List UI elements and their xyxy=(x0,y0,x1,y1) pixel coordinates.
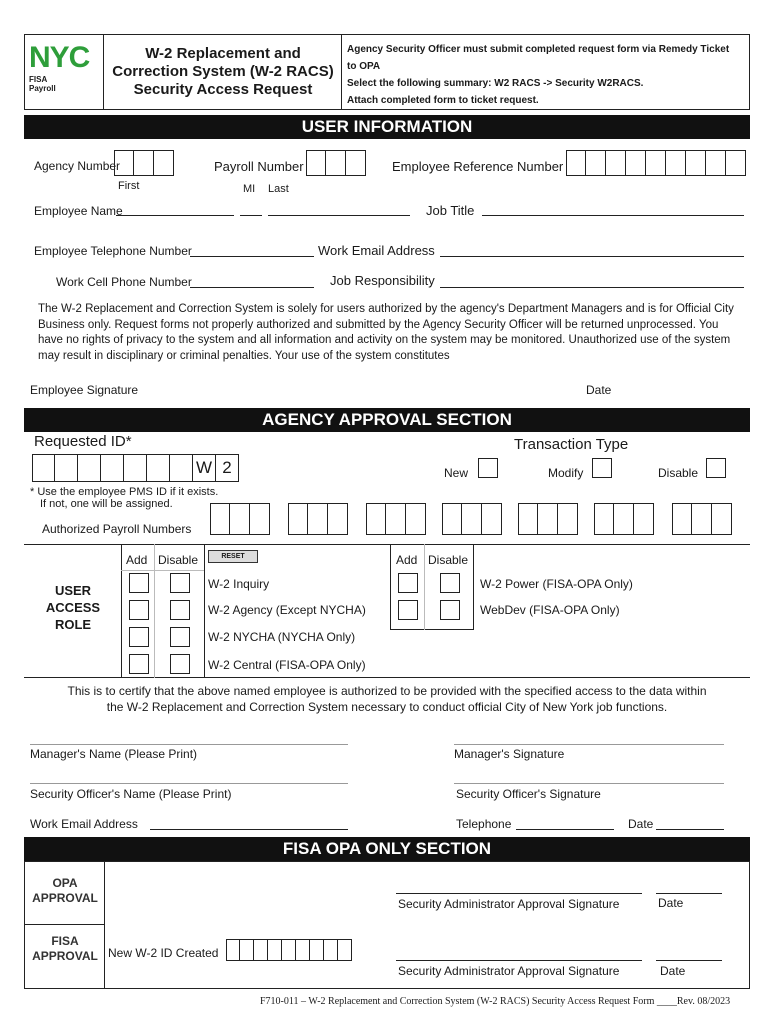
employee-signature-date-label: Date xyxy=(586,383,612,397)
header-divider xyxy=(341,35,342,109)
work-cell-input[interactable] xyxy=(190,287,314,288)
transaction-type-label: Transaction Type xyxy=(514,436,629,453)
digit-box[interactable] xyxy=(626,150,646,176)
digit-box[interactable] xyxy=(328,503,348,535)
opa-signature-label: Security Administrator Approval Signature xyxy=(398,897,620,911)
officer-telephone-label: Telephone xyxy=(456,817,512,831)
officer-telephone-input[interactable] xyxy=(516,829,614,830)
digit-box[interactable] xyxy=(386,503,406,535)
officer-date-label: Date xyxy=(628,817,654,831)
employee-name-label: Employee Name xyxy=(34,204,123,218)
role-webdev-label: WebDev (FISA-OPA Only) xyxy=(480,603,620,617)
last-name-hint: Last xyxy=(268,183,289,195)
new-id-created-label: New W-2 ID Created xyxy=(108,946,219,960)
payroll-number-3[interactable] xyxy=(366,503,426,535)
fisa-signature-input[interactable] xyxy=(396,960,642,961)
payroll-number-1[interactable] xyxy=(210,503,270,535)
digit-box[interactable] xyxy=(672,503,692,535)
requested-id-note-2: If not, one will be assigned. xyxy=(40,498,173,510)
opa-date-label: Date xyxy=(658,896,684,910)
middle-initial-hint: MI xyxy=(243,183,256,195)
digit-box[interactable] xyxy=(230,503,250,535)
opa-date-input[interactable] xyxy=(656,893,722,894)
requested-id-field[interactable] xyxy=(32,454,239,482)
digit-box[interactable] xyxy=(154,150,174,176)
char-box[interactable] xyxy=(101,454,124,482)
employee-reference-field[interactable] xyxy=(566,150,746,176)
work-cell-label: Work Cell Phone Number xyxy=(56,275,192,289)
agency-number-label: Agency Number xyxy=(34,159,121,173)
officer-date-input[interactable] xyxy=(656,829,724,830)
payroll-number-6[interactable] xyxy=(594,503,654,535)
transaction-modify-checkbox[interactable] xyxy=(592,458,612,478)
employee-reference-label: Employee Reference Number xyxy=(392,159,564,174)
id-prefix-2: 2 xyxy=(216,454,239,482)
officer-work-email-label: Work Email Address xyxy=(30,817,138,831)
char-box[interactable] xyxy=(147,454,170,482)
digit-box[interactable] xyxy=(706,150,726,176)
transaction-modify-label: Modify xyxy=(548,466,584,480)
char-box[interactable] xyxy=(240,939,254,961)
manager-name-input[interactable] xyxy=(30,744,348,745)
employee-telephone-label: Employee Telephone Number xyxy=(34,244,192,258)
role-agency-add-checkbox[interactable] xyxy=(129,600,149,620)
work-email-input[interactable] xyxy=(440,256,744,257)
fisa-approval-label: FISA APPROVAL xyxy=(32,934,98,963)
digit-box[interactable] xyxy=(518,503,538,535)
payroll-number-5[interactable] xyxy=(518,503,578,535)
opa-signature-input[interactable] xyxy=(396,893,642,894)
role-nycha-disable-checkbox[interactable] xyxy=(170,627,190,647)
role-add-header-right: Add xyxy=(396,553,418,567)
digit-box[interactable] xyxy=(666,150,686,176)
digit-box[interactable] xyxy=(250,503,270,535)
role-column-rule xyxy=(154,544,155,678)
payroll-number-4[interactable] xyxy=(442,503,502,535)
requested-id-label: Requested ID* xyxy=(34,433,132,450)
agency-number-field[interactable] xyxy=(114,150,174,176)
digit-box[interactable] xyxy=(482,503,502,535)
manager-signature-input[interactable] xyxy=(454,744,724,745)
digit-box[interactable] xyxy=(288,503,308,535)
fisa-divider xyxy=(104,861,105,989)
digit-box[interactable] xyxy=(538,503,558,535)
digit-box[interactable] xyxy=(114,150,134,176)
digit-box[interactable] xyxy=(366,503,386,535)
digit-box[interactable] xyxy=(686,150,706,176)
role-inquiry-disable-checkbox[interactable] xyxy=(170,573,190,593)
job-title-input[interactable] xyxy=(482,215,744,216)
digit-box[interactable] xyxy=(594,503,614,535)
transaction-disable-checkbox[interactable] xyxy=(706,458,726,478)
job-title-label: Job Title xyxy=(426,203,475,218)
requested-id-note: * Use the employee PMS ID if it exists. xyxy=(30,486,219,498)
digit-box[interactable] xyxy=(726,150,746,176)
header-divider xyxy=(103,35,104,109)
security-officer-signature-label: Security Officer's Signature xyxy=(456,787,601,801)
role-power-add-checkbox[interactable] xyxy=(398,573,418,593)
digit-box[interactable] xyxy=(346,150,366,176)
manager-name-label: Manager's Name (Please Print) xyxy=(30,747,198,761)
digit-box[interactable] xyxy=(634,503,654,535)
usage-disclaimer: The W-2 Replacement and Correction System is solely for users authorized by the agency's Department Managers and is for Official City Business only. Request forms not properly authorized and submitted by the Agency Security Officer will be returned unprocessed. You have no rights of privacy to the system and all information and activity on the system may be monitored. Unauthorized use of the system may result in disciplinary or criminal penalties. Your use of the system constitutes xyxy=(38,303,734,362)
fisa-opa-box xyxy=(24,861,750,989)
security-officer-name-label: Security Officer's Name (Please Print) xyxy=(30,787,232,801)
manager-signature-label: Manager's Signature xyxy=(454,747,565,761)
employee-telephone-input[interactable] xyxy=(190,256,314,257)
officer-work-email-input[interactable] xyxy=(150,829,348,830)
digit-box[interactable] xyxy=(442,503,462,535)
transaction-disable-label: Disable xyxy=(658,466,699,480)
new-id-field[interactable] xyxy=(226,939,352,961)
fisa-signature-label: Security Administrator Approval Signature xyxy=(398,964,620,978)
char-box[interactable] xyxy=(55,454,78,482)
digit-box[interactable] xyxy=(646,150,666,176)
section-bar-agency-approval: AGENCY APPROVAL SECTION xyxy=(24,408,750,432)
opa-approval-label: OPA APPROVAL xyxy=(32,876,98,905)
transaction-new-label: New xyxy=(444,466,469,480)
form-title: W-2 Replacement and Correction System (W-2 RACS) Security Access Request xyxy=(112,45,334,98)
fisa-date-label: Date xyxy=(660,964,686,978)
payroll-number-2[interactable] xyxy=(288,503,348,535)
fisa-date-input[interactable] xyxy=(656,960,722,961)
role-agency-label: W-2 Agency (Except NYCHA) xyxy=(208,603,366,617)
reset-button[interactable]: RESET xyxy=(208,550,258,563)
role-nycha-label: W-2 NYCHA (NYCHA Only) xyxy=(208,630,356,644)
job-responsibility-label: Job Responsibility xyxy=(330,273,435,288)
char-box[interactable] xyxy=(268,939,282,961)
char-box[interactable] xyxy=(254,939,268,961)
char-box[interactable] xyxy=(226,939,240,961)
digit-box[interactable] xyxy=(566,150,586,176)
digit-box[interactable] xyxy=(692,503,712,535)
section-bar-user-information: USER INFORMATION xyxy=(24,115,750,139)
char-box[interactable] xyxy=(282,939,296,961)
digit-box[interactable] xyxy=(614,503,634,535)
fisa-row-divider xyxy=(24,924,104,925)
role-header-rule xyxy=(121,570,204,571)
role-webdev-disable-checkbox[interactable] xyxy=(440,600,460,620)
employee-signature-label: Employee Signature xyxy=(30,383,139,397)
logo-subtitle: FISA Payroll xyxy=(29,75,56,93)
char-box[interactable] xyxy=(170,454,193,482)
role-disable-header-right: Disable xyxy=(428,553,469,567)
payroll-number-label: Payroll Number xyxy=(214,159,304,174)
char-box[interactable] xyxy=(324,939,338,961)
security-officer-name-input[interactable] xyxy=(30,783,348,784)
role-nycha-add-checkbox[interactable] xyxy=(129,627,149,647)
digit-box[interactable] xyxy=(406,503,426,535)
form-header xyxy=(24,34,750,110)
digit-box[interactable] xyxy=(326,150,346,176)
char-box[interactable] xyxy=(310,939,324,961)
role-agency-disable-checkbox[interactable] xyxy=(170,600,190,620)
submission-instructions: Agency Security Officer must submit completed request form via Remedy Ticket to OPA Select the following summary: W2 RACS -> Security W2RACS. Attach completed form to ticket request. xyxy=(347,44,730,106)
role-central-label: W-2 Central (FISA-OPA Only) xyxy=(208,658,366,672)
char-box[interactable] xyxy=(78,454,101,482)
digit-box[interactable] xyxy=(462,503,482,535)
digit-box[interactable] xyxy=(586,150,606,176)
role-central-disable-checkbox[interactable] xyxy=(170,654,190,674)
payroll-number-7[interactable] xyxy=(672,503,732,535)
first-name-input[interactable] xyxy=(116,215,234,216)
digit-box[interactable] xyxy=(306,150,326,176)
role-power-disable-checkbox[interactable] xyxy=(440,573,460,593)
nyc-logo: NYC xyxy=(29,41,90,74)
job-responsibility-input[interactable] xyxy=(440,287,744,288)
role-inquiry-label: W-2 Inquiry xyxy=(208,577,270,591)
role-webdev-add-checkbox[interactable] xyxy=(398,600,418,620)
role-add-header: Add xyxy=(126,553,148,567)
char-box[interactable] xyxy=(32,454,55,482)
middle-initial-input[interactable] xyxy=(240,215,262,216)
user-access-role-title: USER ACCESS ROLE xyxy=(45,583,101,632)
first-name-hint: First xyxy=(118,180,140,192)
digit-box[interactable] xyxy=(134,150,154,176)
digit-box[interactable] xyxy=(210,503,230,535)
id-prefix-w: W xyxy=(193,454,216,482)
work-email-label: Work Email Address xyxy=(318,243,435,258)
char-box[interactable] xyxy=(338,939,352,961)
role-column-rule xyxy=(424,544,425,630)
role-inquiry-add-checkbox[interactable] xyxy=(129,573,149,593)
digit-box[interactable] xyxy=(606,150,626,176)
role-central-add-checkbox[interactable] xyxy=(129,654,149,674)
digit-box[interactable] xyxy=(712,503,732,535)
authorized-payroll-label: Authorized Payroll Numbers xyxy=(42,522,192,536)
transaction-new-checkbox[interactable] xyxy=(478,458,498,478)
payroll-number-field[interactable] xyxy=(306,150,366,176)
char-box[interactable] xyxy=(296,939,310,961)
certification-statement: This is to certify that the above named employee is authorized to be provided with the specified access to the data within the W-2 Replacement and Correction System necessary to conduct official City of New York job functions. xyxy=(67,684,707,714)
role-disable-header: Disable xyxy=(158,553,199,567)
security-officer-signature-input[interactable] xyxy=(454,783,724,784)
last-name-input[interactable] xyxy=(268,215,410,216)
char-box[interactable] xyxy=(124,454,147,482)
role-power-label: W-2 Power (FISA-OPA Only) xyxy=(480,577,633,591)
form-footer: F710-011 – W-2 Replacement and Correction System (W-2 RACS) Security Access Request Form ____Rev. 08/2023 xyxy=(260,996,731,1007)
role-column-rule xyxy=(204,544,205,678)
digit-box[interactable] xyxy=(308,503,328,535)
section-bar-fisa-opa: FISA OPA ONLY SECTION xyxy=(24,837,750,861)
digit-box[interactable] xyxy=(558,503,578,535)
role-divider xyxy=(121,544,122,678)
